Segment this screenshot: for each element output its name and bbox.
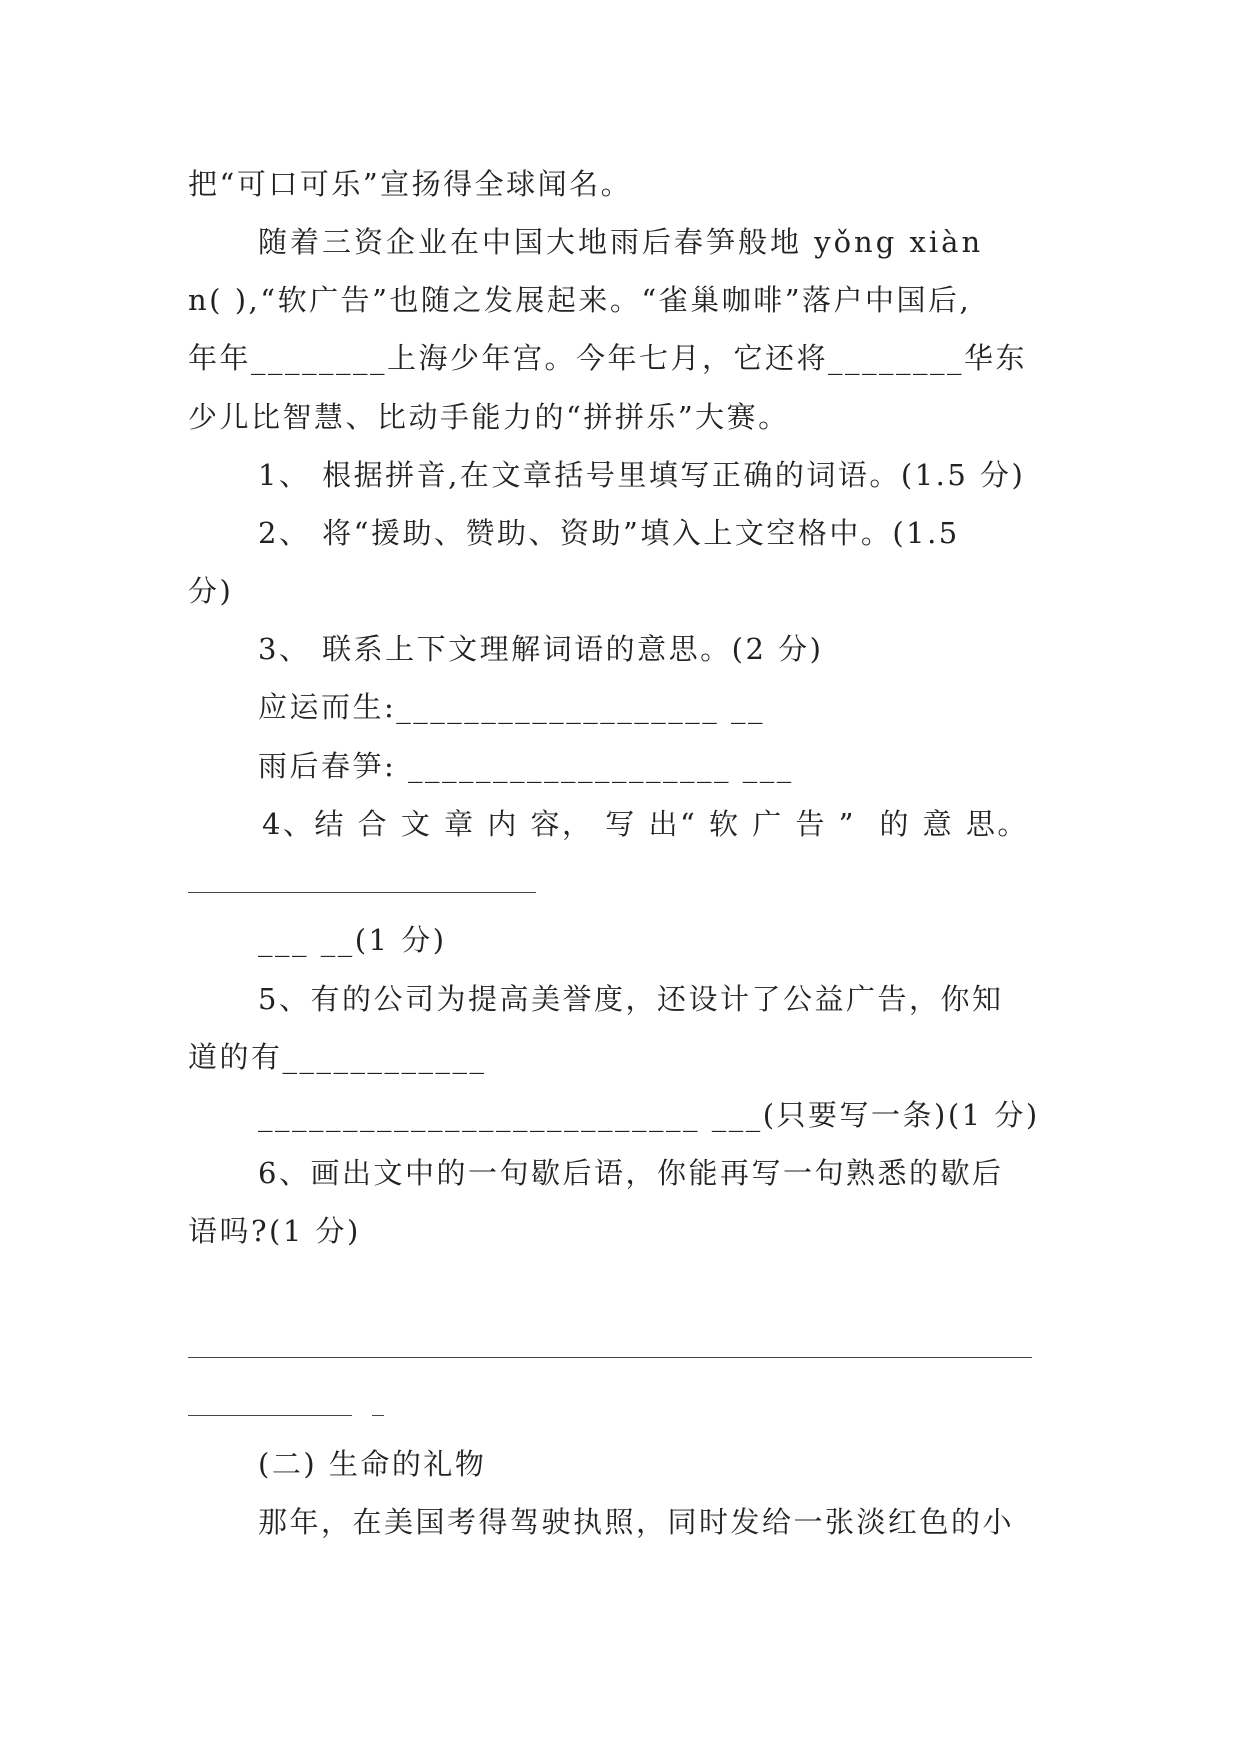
answer-rule-4 bbox=[188, 892, 536, 893]
question-2-cont: 分) bbox=[188, 574, 234, 608]
text-line-5: 少儿比智慧、比动手能力的“拼拼乐”大赛。 bbox=[188, 400, 790, 434]
answer-line-2: 雨后春笋: ___________________ ___ bbox=[258, 749, 794, 783]
question-2: 2、 将“援助、赞助、资助”填入上文空格中。(1.5 bbox=[258, 516, 960, 550]
answer-rule-6b bbox=[188, 1415, 352, 1416]
answer-line-1: 应运而生:___________________ __ bbox=[258, 690, 765, 724]
question-1: 1、 根据拼音,在文章括号里填写正确的词语。(1.5 分) bbox=[258, 458, 1026, 492]
answer-rule-6a bbox=[188, 1357, 1032, 1358]
question-3: 3、 联系上下文理解词语的意思。(2 分) bbox=[258, 632, 824, 666]
text-line-4: 年年________上海少年宫。今年七月，它还将________华东 bbox=[188, 341, 1028, 375]
question-6: 6、画出文中的一句歇后语，你能再写一句熟悉的歇后 bbox=[258, 1156, 1004, 1190]
text-line-last: 那年，在美国考得驾驶执照，同时发给一张淡红色的小 bbox=[258, 1505, 1015, 1539]
question-5-answer: __________________________ ___(只要写一条)(1 分) bbox=[258, 1098, 1040, 1132]
text-line-1: 把“可口可乐”宣扬得全球闻名。 bbox=[188, 167, 633, 201]
text-line-3: n( ),“软广告”也随之发展起来。“雀巢咖啡”落户中国后, bbox=[188, 283, 972, 317]
answer-rule-6c bbox=[372, 1415, 384, 1416]
question-5-cont: 道的有____________ bbox=[188, 1040, 487, 1074]
question-5: 5、有的公司为提高美誉度，还设计了公益广告，你知 bbox=[258, 982, 1004, 1016]
question-6-cont: 语吗?(1 分) bbox=[188, 1214, 361, 1248]
question-4-score: ___ __(1 分) bbox=[258, 923, 447, 957]
text-line-2: 随着三资企业在中国大地雨后春笋般地 yǒng xiàn bbox=[258, 225, 984, 259]
question-4: 4、结 合 文 章 内 容， 写 出“ 软 广 告 ” 的 意 思。 bbox=[262, 807, 1029, 841]
section-title: (二) 生命的礼物 bbox=[258, 1447, 487, 1481]
